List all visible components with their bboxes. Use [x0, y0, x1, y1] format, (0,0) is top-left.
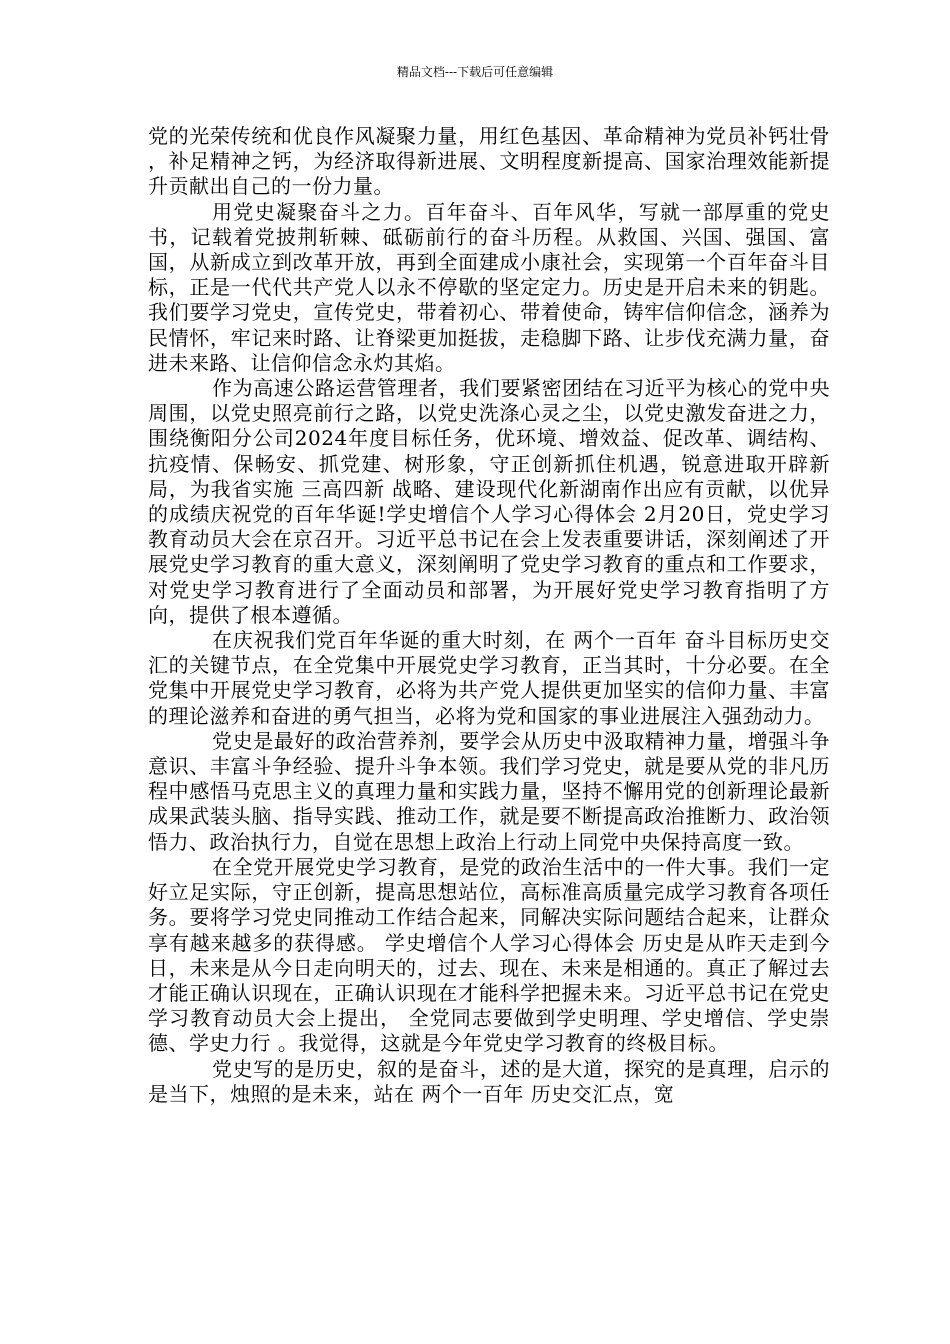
- paragraph-4: 在庆祝我们党百年华诞的重大时刻，在 两个一百年 奋斗目标历史交汇的关键节点，在全党集中开展党史学习教育，正当其时，十分必要。在全党集中开展党史学习教育，必将为共产党人提供更加坚实的信仰力量、丰富的理论滋养和奋进的勇气担当，必将为党和国家的事业进展注入强劲动力。: [148, 628, 830, 728]
- paragraph-7: 党史写的是历史，叙的是奋斗，述的是大道，探究的是真理，启示的是当下，烛照的是未来，站在 两个一百年 历史交汇点，宽: [148, 1056, 830, 1106]
- paragraph-5: 党史是最好的政治营养剂，要学会从历史中汲取精神力量，增强斗争意识、丰富斗争经验、提升斗争本领。我们学习党史，就是要从党的非凡历程中感悟马克思主义的真理力量和实践力量，坚持不懈用党的创新理论最新成果武装头脑、指导实践、推动工作，就是要不断提高政治推断力、政治领悟力、政治执行力，自觉在思想上政治上行动上同党中央保持高度一致。: [148, 728, 830, 854]
- paragraph-2: 用党史凝聚奋斗之力。百年奋斗、百年风华，写就一部厚重的党史书，记载着党披荆斩棘、砥砺前行的奋斗历程。从救国、兴国、强国、富国，从新成立到改革开放，再到全面建成小康社会，实现第一个百年奋斗目标，正是一代代共产党人以永不停歇的坚定定力。历史是开启未来的钥匙。我们要学习党史，宣传党史，带着初心、带着使命，铸牢信仰信念，涵养为民情怀，牢记来时路、让脊梁更加挺拔，走稳脚下路、让步伐充满力量，奋进未来路、让信仰信念永灼其焰。: [148, 199, 830, 375]
- paragraph-6: 在全党开展党史学习教育，是党的政治生活中的一件大事。我们一定好立足实际，守正创新，提高思想站位，高标准高质量完成学习教育各项任务。要将学习党史同推动工作结合起来，同解决实际问题结合起来，让群众享有越来越多的获得感。 学史增信个人学习心得体会 历史是从昨天走到今日，未来是从今日走向明天的，过去、现在、未来是相通的。真正了解过去才能正确认识现在，正确认识现在才能科学把握未来。习近平总书记在党史学习教育动员大会上提出， 全党同志要做到学史明理、学史增信、学史崇德、学史力行 。我觉得，这就是今年党史学习教育的终极目标。: [148, 854, 830, 1056]
- document-body: [148, 124, 830, 1107]
- page-header: 精品文档---下载后可任意编辑: [396, 65, 554, 79]
- paragraph-1: 党的光荣传统和优良作风凝聚力量，用红色基因、革命精神为党员补钙壮骨 ，补足精神之钙，为经济取得新进展、文明程度新提高、国家治理效能新提升贡献出自己的一份力量。: [148, 124, 830, 199]
- paragraph-3: 作为高速公路运营管理者，我们要紧密团结在习近平为核心的党中央周围，以党史照亮前行之路，以党史洗涤心灵之尘，以党史激发奋进之力，围绕衡阳分公司2024年度目标任务，优环境、增效益、促改革、调结构、抗疫情、保畅安、抓党建、树形象，守正创新抓住机遇，锐意进取开辟新局，为我省实施 三高四新 战略、建设现代化新湖南作出应有贡献，以优异的成绩庆祝党的百年华诞!学史增信个人学习心得体会 2月20日，党史学习教育动员大会在京召开。习近平总书记在会上发表重要讲话，深刻阐述了开展党史学习教育的重大意义，深刻阐明了党史学习教育的重点和工作要求，对党史学习教育进行了全面动员和部署，为开展好党史学习教育指明了方向，提供了根本遵循。: [148, 376, 830, 627]
